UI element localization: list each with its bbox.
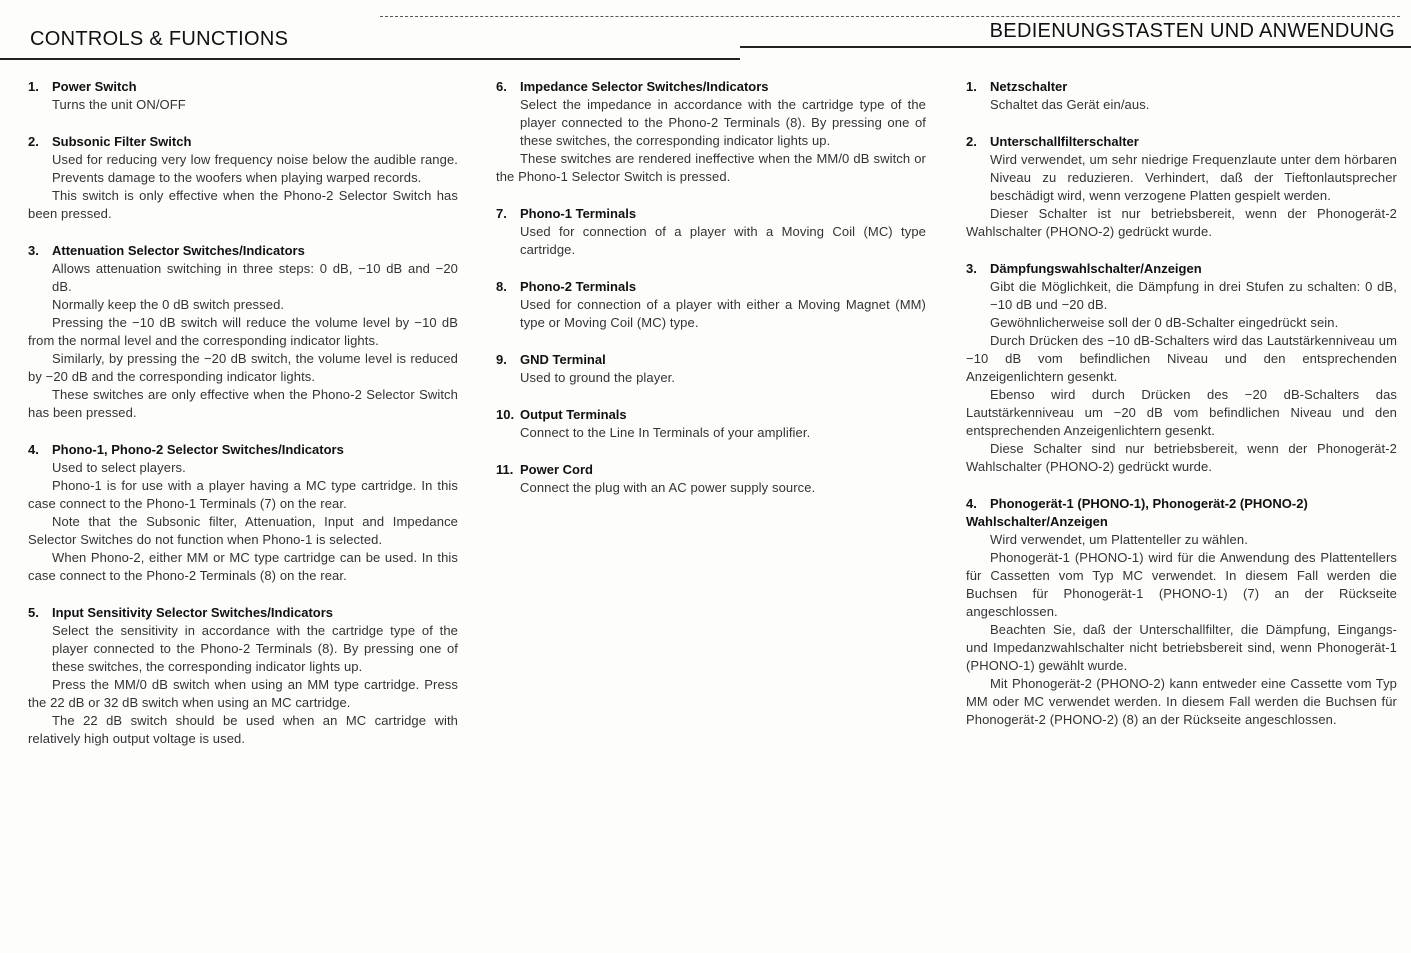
section-paragraph: Used for connection of a player with a Moving Coil (MC) type cartridge. [520, 224, 926, 257]
section-number: 1. [966, 79, 977, 94]
top-dashed-rule [380, 16, 1400, 17]
section-heading [28, 604, 458, 622]
section-paragraph: Note that the Subsonic filter, Attenuation, Input and Impedance Selector Switches do not function when Phono-1 is selected. [28, 514, 458, 547]
section-heading [28, 441, 458, 459]
top-rule-left [0, 58, 740, 60]
top-rule-right [740, 46, 1411, 48]
section-heading [496, 461, 926, 479]
section-title: Phonogerät-1 (PHONO-1), Phonogerät-2 (PHONO-2) Wahlschalter/Anzeigen [966, 496, 1308, 529]
section [966, 78, 1397, 114]
section-heading [28, 78, 458, 96]
section-paragraph: Phonogerät-1 (PHONO-1) wird für die Anwendung des Plattentellers für Cassetten vom Typ MC verwendet. In diesem Fall werden die Buchsen für Phonogerät-1 (PHONO-1) (7) an der Rückseite angeschlossen. [966, 550, 1397, 619]
section [28, 604, 458, 748]
section-heading [28, 133, 458, 151]
section-paragraph: Beachten Sie, daß der Unterschallfilter, die Dämpfung, Eingangs- und Impedanzwahlschalter nicht betriebsbereit sind, wenn Phonogerät-1 (PHONO-1) gewählt wurde. [966, 622, 1397, 673]
section [28, 441, 458, 585]
section-paragraph: Similarly, by pressing the −20 dB switch, the volume level is reduced by −20 dB and the corresponding indicator lights. [28, 351, 458, 384]
english-column-middle [496, 78, 926, 516]
section-heading [966, 78, 1397, 96]
section-heading [496, 406, 926, 424]
section-title: Power Switch [52, 79, 137, 94]
section [966, 260, 1397, 476]
section-title: Unterschallfilterschalter [990, 134, 1139, 149]
section-title: Phono-2 Terminals [520, 279, 637, 294]
section [496, 461, 926, 497]
section-number: 11. [496, 462, 514, 477]
section-title: Impedance Selector Switches/Indicators [520, 79, 769, 94]
section-heading [496, 351, 926, 369]
section [28, 242, 458, 422]
section-number: 1. [28, 79, 39, 94]
section-title: Phono-1, Phono-2 Selector Switches/Indicators [52, 442, 344, 457]
section-number: 8. [496, 279, 507, 294]
section-paragraph: Connect to the Line In Terminals of your amplifier. [520, 425, 811, 440]
section [28, 78, 458, 114]
section-title: Input Sensitivity Selector Switches/Indicators [52, 605, 334, 620]
section-paragraph: Connect the plug with an AC power supply source. [520, 480, 816, 495]
section-number: 4. [28, 442, 39, 457]
section [496, 406, 926, 442]
section-paragraph: Durch Drücken des −10 dB-Schalters wird das Lautstärkenniveau um −10 dB vom befindlichen Niveau und den entsprechenden Anzeigenlichtern gesenkt. [966, 333, 1397, 384]
section-paragraph: Diese Schalter sind nur betriebsbereit, wenn der Phonogerät-2 Wahlschalter (PHONO-2) gedrückt wurde. [966, 441, 1397, 474]
section-number: 5. [28, 605, 39, 620]
section [28, 133, 458, 223]
section-paragraph: Select the sensitivity in accordance with the cartridge type of the player connected to the Phono-2 Terminals (8). By pressing one of these switches, the corresponding indicator lights up. [52, 623, 458, 674]
section-heading [496, 278, 926, 296]
section-paragraph: Gewöhnlicherweise soll der 0 dB-Schalter eingedrückt sein. [990, 315, 1339, 330]
section-number: 3. [28, 243, 39, 258]
section-title: Output Terminals [520, 407, 627, 422]
section [966, 495, 1397, 729]
page-title-english: CONTROLS & FUNCTIONS [30, 28, 289, 50]
page-title-german: BEDIENUNGSTASTEN UND ANWENDUNG [989, 20, 1395, 42]
section-heading [966, 495, 1397, 531]
section-title: Power Cord [520, 462, 593, 477]
section-paragraph: Press the MM/0 dB switch when using an MM type cartridge. Press the 22 dB or 32 dB switch when using an MC cartridge. [28, 677, 458, 710]
section-paragraph: Pressing the −10 dB switch will reduce the volume level by −10 dB from the normal level and the corresponding indicator lights. [28, 315, 458, 348]
german-column-right [966, 78, 1397, 748]
section-title: Dämpfungswahlschalter/Anzeigen [990, 261, 1202, 276]
section-paragraph: Schaltet das Gerät ein/aus. [990, 97, 1150, 112]
section-paragraph: Phono-1 is for use with a player having a MC type cartridge. In this case connect to the Phono-1 Terminals (7) on the rear. [28, 478, 458, 511]
section-paragraph: Allows attenuation switching in three steps: 0 dB, −10 dB and −20 dB. [52, 261, 458, 294]
section-title: Attenuation Selector Switches/Indicators [52, 243, 305, 258]
section-paragraph: These switches are rendered ineffective when the MM/0 dB switch or the Phono-1 Selector Switch is pressed. [496, 151, 926, 184]
section-heading [966, 260, 1397, 278]
section-number: 3. [966, 261, 977, 276]
section-title: GND Terminal [520, 352, 606, 367]
section [496, 205, 926, 259]
section [496, 351, 926, 387]
section-number: 6. [496, 79, 507, 94]
section-paragraph: Dieser Schalter ist nur betriebsbereit, wenn der Phonogerät-2 Wahlschalter (PHONO-2) gedrückt wurde. [966, 206, 1397, 239]
section-number: 9. [496, 352, 507, 367]
section-paragraph: When Phono-2, either MM or MC type cartridge can be used. In this case connect to the Phono-2 Terminals (8) on the rear. [28, 550, 458, 583]
section-paragraph: Used for reducing very low frequency noise below the audible range. Prevents damage to the woofers when playing warped records. [52, 152, 458, 185]
section-paragraph: Used to ground the player. [520, 370, 676, 385]
english-column-left [28, 78, 458, 767]
section-paragraph: The 22 dB switch should be used when an MC cartridge with relatively high output voltage is used. [28, 713, 458, 746]
section-paragraph: Turns the unit ON/OFF [52, 97, 186, 112]
section-paragraph: Used for connection of a player with either a Moving Magnet (MM) type or Moving Coil (MC) type. [520, 297, 926, 330]
section-paragraph: Wird verwendet, um sehr niedrige Frequenzlaute unter dem hörbaren Niveau zu reduzieren. Verhindert, daß der Tieftonlautsprecher beschädigt wird, wenn verzogene Platten gespielt werden. [990, 152, 1397, 203]
section-number: 4. [966, 496, 977, 511]
section-number: 10. [496, 407, 515, 422]
section-title: Netzschalter [990, 79, 1068, 94]
section-paragraph: Ebenso wird durch Drücken des −20 dB-Schalters das Lautstärkenniveau um −20 dB vom befindlichen Niveau und den entsprechenden Anzeigenlichtern gesenkt. [966, 387, 1397, 438]
section-number: 2. [28, 134, 39, 149]
section-paragraph: Gibt die Möglichkeit, die Dämpfung in drei Stufen zu schalten: 0 dB, −10 dB und −20 dB. [990, 279, 1397, 312]
section-title: Subsonic Filter Switch [52, 134, 192, 149]
section-heading [496, 78, 926, 96]
section-paragraph: Wird verwendet, um Plattenteller zu wählen. [990, 532, 1248, 547]
section-number: 7. [496, 206, 507, 221]
section-paragraph: Normally keep the 0 dB switch pressed. [52, 297, 285, 312]
section [496, 278, 926, 332]
section-paragraph: Mit Phonogerät-2 (PHONO-2) kann entweder eine Cassette vom Typ MM oder MC verwendet werden. In diesem Fall werden die Buchsen für Phonogerät-2 (PHONO-2) (8) an der Rückseite angeschlossen. [966, 676, 1397, 727]
section-heading [966, 133, 1397, 151]
section-paragraph: Select the impedance in accordance with the cartridge type of the player connected to the Phono-2 Terminals (8). By pressing one of these switches, the corresponding indicator lights up. [520, 97, 926, 148]
section [496, 78, 926, 186]
section-heading [496, 205, 926, 223]
section-number: 2. [966, 134, 977, 149]
section-paragraph: This switch is only effective when the Phono-2 Selector Switch has been pressed. [28, 188, 458, 221]
section [966, 133, 1397, 241]
section-paragraph: These switches are only effective when the Phono-2 Selector Switch has been pressed. [28, 387, 458, 420]
section-title: Phono-1 Terminals [520, 206, 637, 221]
section-heading [28, 242, 458, 260]
section-paragraph: Used to select players. [52, 460, 186, 475]
